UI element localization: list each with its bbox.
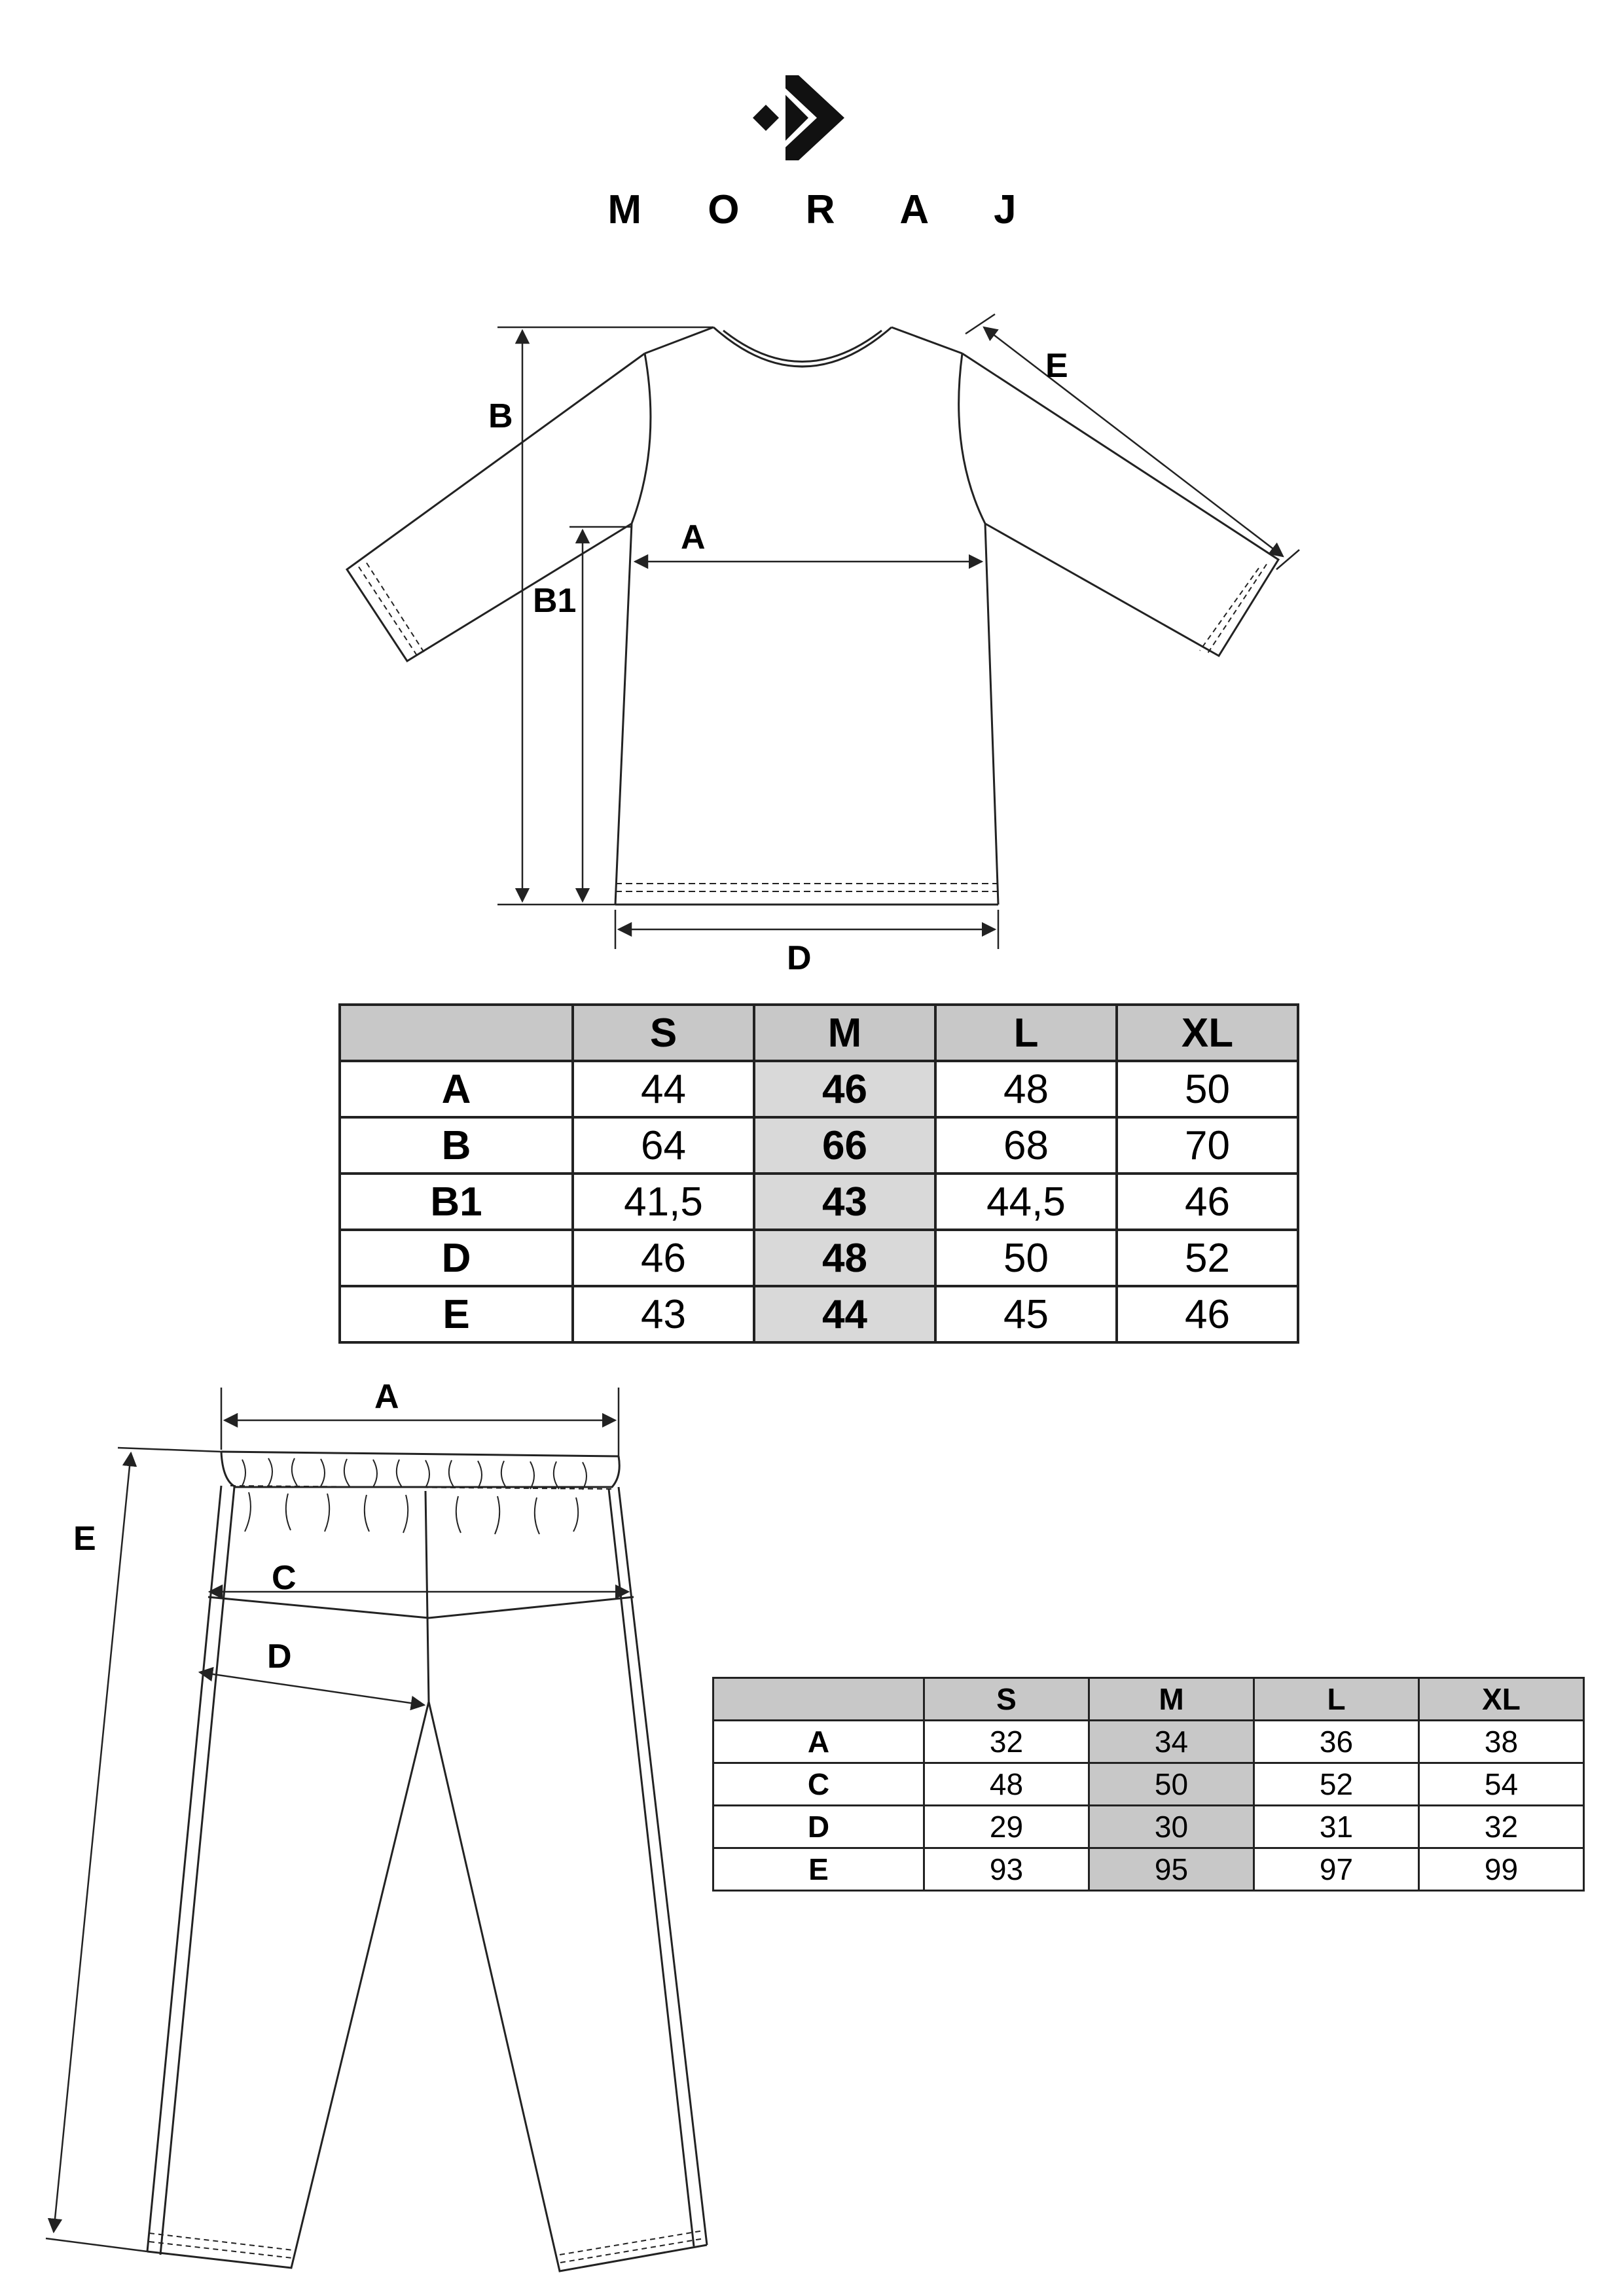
table-cell: 93 [924, 1848, 1089, 1891]
dim-label-d: D [787, 939, 812, 977]
row-label: D [340, 1230, 573, 1286]
header-empty [713, 1678, 924, 1721]
row-label: A [340, 1061, 573, 1117]
table-header-row [340, 1005, 1298, 1061]
table-row [713, 1806, 1584, 1848]
table-cell: 52 [1117, 1230, 1298, 1286]
table-cell: 50 [1117, 1061, 1298, 1117]
table-row [713, 1721, 1584, 1763]
table-cell: 97 [1254, 1848, 1419, 1891]
table-cell: 46 [754, 1061, 935, 1117]
table-cell: 43 [754, 1174, 935, 1230]
header-size-m: M [1089, 1678, 1254, 1721]
dim-label-a: A [681, 518, 706, 556]
trousers-dim-label-e: E [73, 1520, 96, 1558]
table-cell: 29 [924, 1806, 1089, 1848]
dim-label-e: E [1045, 347, 1068, 385]
dim-label-b: B [488, 397, 513, 435]
trousers-dimensions [46, 1388, 628, 2251]
header-size-xl: XL [1117, 1005, 1298, 1061]
table-cell: 36 [1254, 1721, 1419, 1763]
table-cell: 52 [1254, 1763, 1419, 1806]
row-label: B1 [340, 1174, 573, 1230]
table-row [340, 1286, 1298, 1342]
row-label: E [713, 1848, 924, 1891]
table-row [340, 1117, 1298, 1174]
trousers-dim-label-a: A [374, 1378, 399, 1416]
table-cell: 64 [573, 1117, 754, 1174]
table-cell: 32 [924, 1721, 1089, 1763]
table-row [340, 1230, 1298, 1286]
trousers-outline [147, 1452, 707, 2271]
row-label: A [713, 1721, 924, 1763]
table-cell: 70 [1117, 1117, 1298, 1174]
table-cell: 41,5 [573, 1174, 754, 1230]
table-cell: 68 [935, 1117, 1117, 1174]
table-row [713, 1763, 1584, 1806]
table-cell: 46 [1117, 1174, 1298, 1230]
table-cell: 44 [754, 1286, 935, 1342]
dim-label-b1: B1 [533, 582, 577, 620]
trousers-dim-label-c: C [272, 1559, 297, 1597]
table-cell: 48 [754, 1230, 935, 1286]
table-cell: 46 [1117, 1286, 1298, 1342]
table-cell: 44 [573, 1061, 754, 1117]
table-cell: 66 [754, 1117, 935, 1174]
header-size-s: S [924, 1678, 1089, 1721]
table-cell: 45 [935, 1286, 1117, 1342]
table-header-row [713, 1678, 1584, 1721]
trousers-dim-label-d: D [267, 1638, 292, 1676]
top-size-table [338, 1003, 1299, 1344]
header-size-l: L [1254, 1678, 1419, 1721]
table-cell: 54 [1419, 1763, 1584, 1806]
table-cell: 31 [1254, 1806, 1419, 1848]
table-cell: 99 [1419, 1848, 1584, 1891]
table-cell: 50 [935, 1230, 1117, 1286]
header-size-m: M [754, 1005, 935, 1061]
header-empty [340, 1005, 573, 1061]
table-cell: 50 [1089, 1763, 1254, 1806]
table-cell: 30 [1089, 1806, 1254, 1848]
row-label: C [713, 1763, 924, 1806]
row-label: E [340, 1286, 573, 1342]
header-size-l: L [935, 1005, 1117, 1061]
table-cell: 95 [1089, 1848, 1254, 1891]
table-cell: 38 [1419, 1721, 1584, 1763]
table-cell: 46 [573, 1230, 754, 1286]
row-label: B [340, 1117, 573, 1174]
table-row [713, 1848, 1584, 1891]
brand-name: M O R A J [607, 187, 1044, 232]
table-cell: 44,5 [935, 1174, 1117, 1230]
table-cell: 48 [935, 1061, 1117, 1117]
header-size-xl: XL [1419, 1678, 1584, 1721]
header-size-s: S [573, 1005, 754, 1061]
table-cell: 32 [1419, 1806, 1584, 1848]
table-row [340, 1061, 1298, 1117]
table-row [340, 1174, 1298, 1230]
table-cell: 43 [573, 1286, 754, 1342]
table-cell: 34 [1089, 1721, 1254, 1763]
shirt-outline [347, 327, 1278, 905]
row-label: D [713, 1806, 924, 1848]
trousers-size-table [712, 1677, 1585, 1892]
table-cell: 48 [924, 1763, 1089, 1806]
